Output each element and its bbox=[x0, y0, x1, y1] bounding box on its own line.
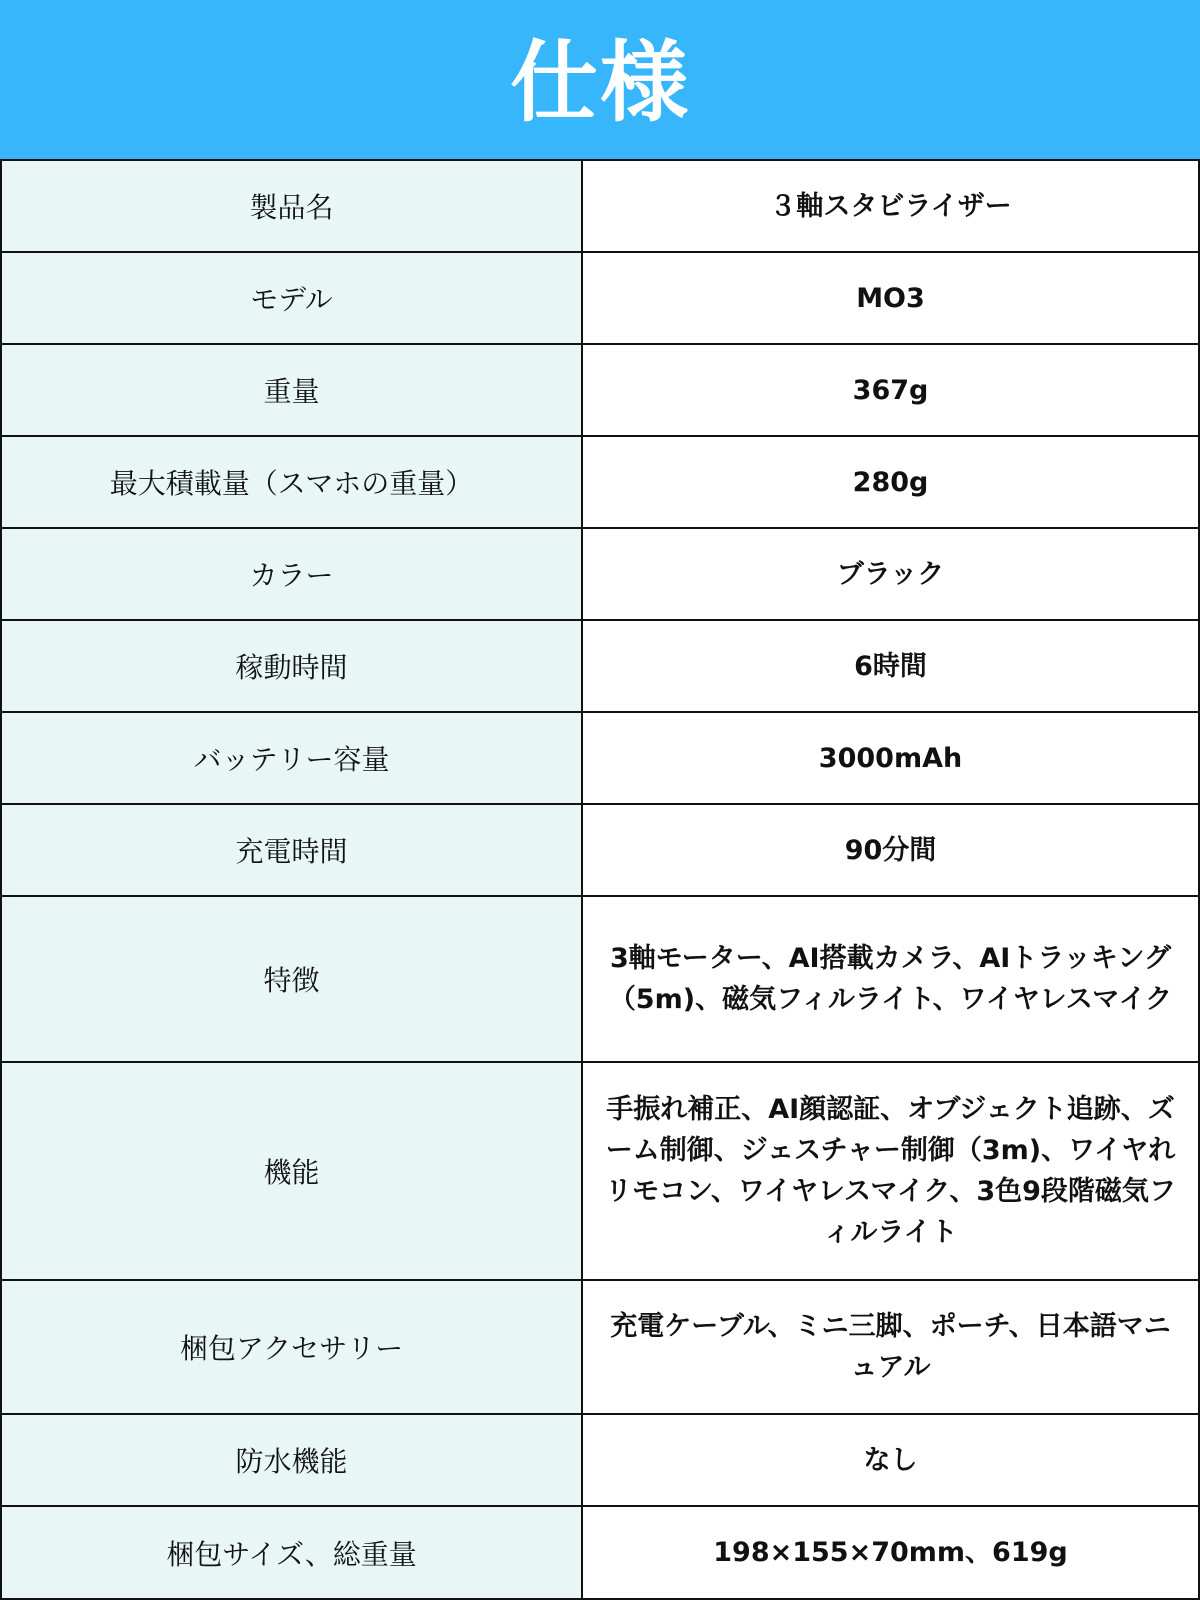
row-label-operating-time: 稼動時間 bbox=[1, 620, 582, 712]
table-row bbox=[1, 436, 1199, 528]
row-label-accessories: 梱包アクセサリー bbox=[1, 1280, 582, 1414]
row-value-weight: 367g bbox=[582, 344, 1199, 436]
row-label-features: 特徴 bbox=[1, 896, 582, 1062]
row-value-operating-time: 6時間 bbox=[582, 620, 1199, 712]
row-value-functions: 手振れ補正、AI顔認証、オブジェクト追跡、ズーム制御、ジェスチャー制御（3m)、ワイヤれリモコン、ワイヤレスマイク、3色9段階磁気フィルライト bbox=[582, 1062, 1199, 1280]
row-value-charging-time: 90分間 bbox=[582, 804, 1199, 896]
table-row bbox=[1, 528, 1199, 620]
row-label-weight: 重量 bbox=[1, 344, 582, 436]
row-value-model: MO3 bbox=[582, 252, 1199, 344]
row-value-features: 3軸モーター、AI搭載カメラ、AIトラッキング（5m)、磁気フィルライト、ワイヤレスマイク bbox=[582, 896, 1199, 1062]
row-value-accessories: 充電ケーブル、ミニ三脚、ポーチ、日本語マニュアル bbox=[582, 1280, 1199, 1414]
row-label-battery-capacity: バッテリー容量 bbox=[1, 712, 582, 804]
table-row bbox=[1, 1062, 1199, 1280]
row-label-model: モデル bbox=[1, 252, 582, 344]
row-value-product-name: ３軸スタビライザー bbox=[582, 160, 1199, 252]
row-value-color: ブラック bbox=[582, 528, 1199, 620]
row-label-functions: 機能 bbox=[1, 1062, 582, 1280]
row-value-battery-capacity: 3000mAh bbox=[582, 712, 1199, 804]
table-row bbox=[1, 344, 1199, 436]
table-row bbox=[1, 896, 1199, 1062]
row-label-max-payload: 最大積載量（スマホの重量） bbox=[1, 436, 582, 528]
row-value-package-size-weight: 198×155×70mm、619g bbox=[582, 1506, 1199, 1599]
page-title: 仕様 bbox=[509, 30, 690, 134]
row-label-color: カラー bbox=[1, 528, 582, 620]
table-row bbox=[1, 712, 1199, 804]
table-row bbox=[1, 160, 1199, 252]
row-label-waterproof: 防水機能 bbox=[1, 1414, 582, 1506]
table-row bbox=[1, 252, 1199, 344]
row-label-charging-time: 充電時間 bbox=[1, 804, 582, 896]
row-value-waterproof: なし bbox=[582, 1414, 1199, 1506]
row-label-package-size-weight: 梱包サイズ、総重量 bbox=[1, 1506, 582, 1599]
row-value-max-payload: 280g bbox=[582, 436, 1199, 528]
table-row bbox=[1, 1414, 1199, 1506]
page-header bbox=[0, 0, 1200, 159]
spec-table bbox=[0, 159, 1200, 1600]
table-row bbox=[1, 1506, 1199, 1599]
table-row bbox=[1, 1280, 1199, 1414]
table-row bbox=[1, 804, 1199, 896]
table-row bbox=[1, 620, 1199, 712]
row-label-product-name: 製品名 bbox=[1, 160, 582, 252]
